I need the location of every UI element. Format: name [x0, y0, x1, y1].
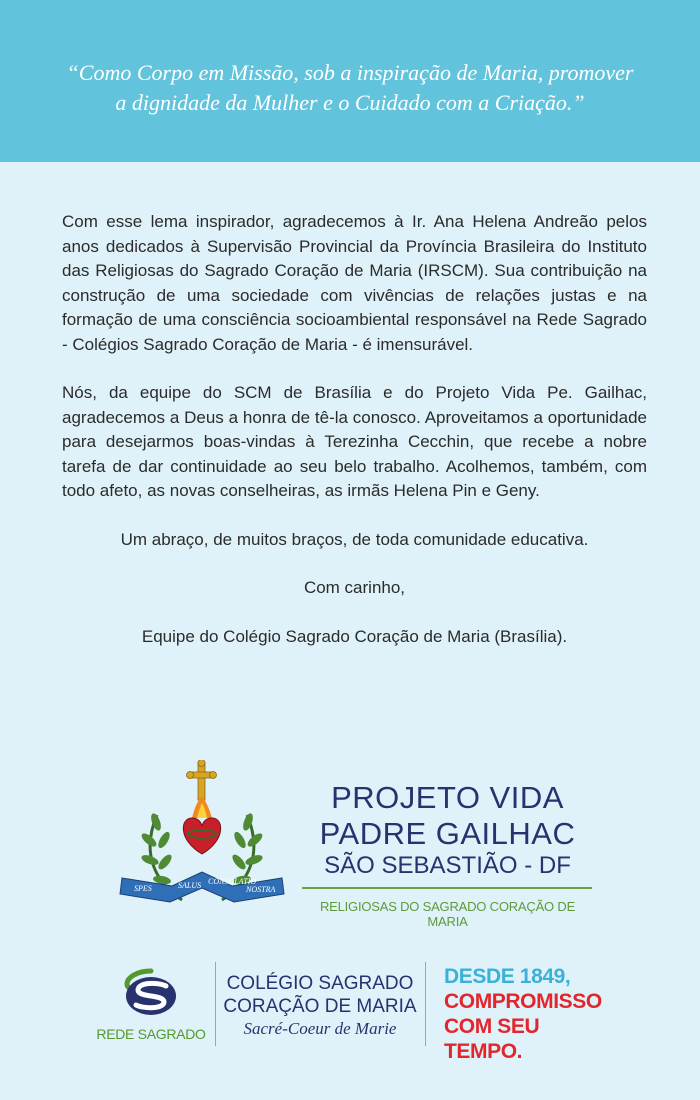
ribbon-word-nostra: NOSTRA [246, 885, 276, 894]
letter-closing: Com carinho, [303, 578, 406, 597]
slogan-line-2: COMPROMISSO [444, 990, 602, 1013]
quote-line-2: a dignidade da Mulher e o Cuidado com a Criação.” [115, 90, 585, 115]
footer-divider-2 [425, 962, 426, 1046]
quote-line-1: “Como Corpo em Missão, sob a inspiração de Maria, promover [66, 60, 634, 85]
ribbon-word-spes: SPES [134, 884, 152, 893]
letter-signature: Equipe do Colégio Sagrado Coração de Maria (Brasília). [141, 626, 568, 646]
religiosas-label: RELIGIOSAS DO SAGRADO CORAÇÃO DE MARIA [319, 899, 576, 929]
rede-sagrado-label: REDE SAGRADO [96, 1026, 206, 1042]
rede-sagrado-logo-icon [122, 968, 180, 1018]
projeto-vida-title [300, 780, 595, 852]
colegio-logo-text [222, 972, 418, 1040]
letter-paragraph-1: Com esse lema inspirador, agradecemos à Ir. Ana Helena Andreão pelos anos dedicados à Supervisão Provincial da Província Brasileira do Instituto das Religiosas do Sagrado Coração de Maria (IRSCM). Sua contribuição na construção de uma sociedade com vivências de relações justas e na formação de uma consciência socioambiental responsável na Rede Sagrado - Colégios Sagrado Coração de Maria - é imensurável. [62, 212, 647, 354]
mission-quote [30, 58, 670, 118]
slogan-line-1: DESDE 1849, [444, 965, 571, 988]
letter-paragraph-2: Nós, da equipe do SCM de Brasília e do Projeto Vida Pe. Gailhac, agradecemos a Deus a honra de tê-la conosco. Aproveitamos a oportunidade para desejarmos boas-vindas à Terezinha Cecchin, que recebe a nobre tarefa de dar continuidade ao seu belo trabalho. Acolhemos, também, com todo afeto, as novas conselheiras, as irmãs Helena Pin e Geny. [62, 383, 647, 500]
green-divider [302, 887, 592, 889]
slogan-line-3: COM SEU TEMPO. [444, 1015, 540, 1063]
ribbon-word-salus: SALUS [178, 881, 202, 890]
projeto-vida-title-line-1: PROJETO VIDA [331, 780, 564, 815]
footer-divider-1 [215, 962, 216, 1046]
colegio-line-3: Sacré-Coeur de Marie [243, 1019, 397, 1038]
colegio-line-2: CORAÇÃO DE MARIA [223, 996, 417, 1017]
sacred-heart-crest-icon [112, 760, 292, 920]
projeto-vida-subtitle: SÃO SEBASTIÃO - DF [324, 852, 571, 879]
colegio-line-1: COLÉGIO SAGRADO [226, 973, 414, 994]
ribbon-word-consolatio: CONSOLATIO [208, 877, 257, 886]
projeto-vida-title-line-2: PADRE GAILHAC [319, 816, 576, 851]
header-banner [0, 0, 700, 162]
letter-paragraph-3: Um abraço, de muitos braços, de toda comunidade educativa. [120, 529, 589, 549]
letter-body [62, 210, 647, 673]
slogan [444, 964, 614, 1064]
